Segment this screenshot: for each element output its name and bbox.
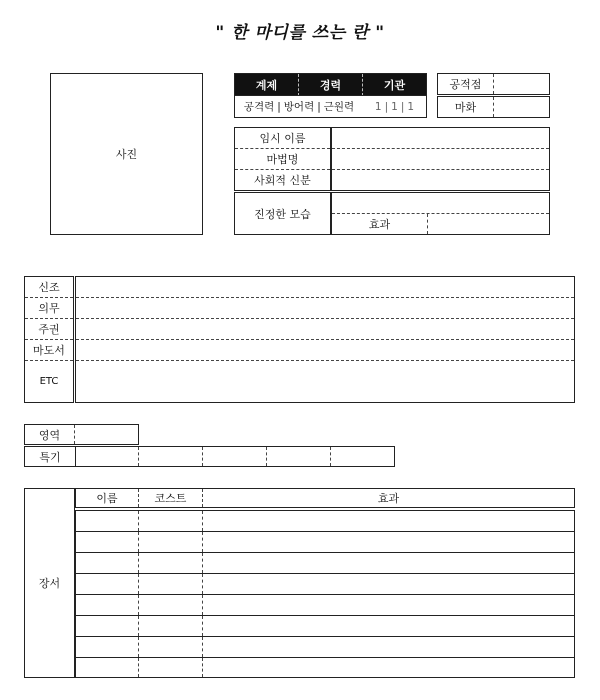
social-status-field[interactable] — [332, 170, 549, 190]
chapter-cost-field[interactable] — [139, 511, 203, 531]
chapter-effect-field[interactable] — [203, 616, 574, 636]
true-form-values-box — [331, 192, 550, 235]
chapter-cost-field[interactable] — [139, 553, 203, 573]
stat-defense-value: 1 — [391, 100, 398, 113]
etc-label: ETC — [39, 376, 59, 387]
true-form-effect-label: 효과 — [332, 214, 428, 234]
stat-source-value: 1 — [407, 100, 415, 113]
trait-field-1[interactable] — [76, 447, 139, 466]
chapter-name-field[interactable] — [76, 658, 139, 677]
trait-field-5[interactable] — [331, 447, 394, 466]
grimoire-label: 마도서 — [25, 340, 73, 361]
domain-label: 영역 — [25, 425, 75, 444]
social-status-label: 사회적 신분 — [254, 174, 311, 187]
table-row — [76, 511, 574, 532]
stats-box — [234, 73, 427, 118]
chapter-name-field[interactable] — [76, 511, 139, 531]
identity-values-box — [331, 127, 550, 191]
duty-field[interactable] — [76, 298, 574, 319]
table-row — [76, 616, 574, 637]
chapter-effect-field[interactable] — [203, 595, 574, 615]
photo-box[interactable] — [50, 73, 203, 235]
stats-labels: 공격력 | 방어력 | 근원력 — [243, 100, 355, 113]
chapter-cost-field[interactable] — [139, 658, 203, 677]
trait-field-2[interactable] — [139, 447, 203, 466]
chapter-effect-field[interactable] — [203, 574, 574, 594]
stats-header-career: 경력 — [299, 74, 363, 96]
chapter-name-field[interactable] — [76, 595, 139, 615]
chapters-label-box — [24, 488, 75, 678]
chapters-header — [75, 488, 575, 508]
chapter-effect-field[interactable] — [203, 511, 574, 531]
chapter-effect-field[interactable] — [203, 532, 574, 552]
chapters-table — [75, 510, 575, 678]
chapter-effect-field[interactable] — [203, 553, 574, 573]
sovereign-label: 주권 — [25, 319, 73, 340]
table-row — [76, 658, 574, 677]
etc-field[interactable] — [76, 361, 574, 402]
chapter-name-field[interactable] — [76, 532, 139, 552]
chapters-label: 장서 — [38, 577, 61, 590]
merit-value[interactable] — [494, 74, 549, 94]
stats-value-row — [235, 96, 426, 117]
chapter-cost-field[interactable] — [139, 595, 203, 615]
temp-name-label: 임시 이름 — [235, 128, 330, 149]
true-form-effect-row — [332, 214, 549, 234]
stats-header-organ: 기관 — [383, 79, 406, 92]
trait-label: 특기 — [25, 447, 76, 466]
magic-name-field[interactable] — [332, 149, 549, 170]
table-row — [76, 574, 574, 595]
chapter-name-field[interactable] — [76, 616, 139, 636]
true-form-label: 진정한 모습 — [254, 207, 311, 221]
chapter-name-field[interactable] — [76, 553, 139, 573]
trait-field-3[interactable] — [203, 447, 267, 466]
domain-box — [24, 424, 139, 445]
chapter-cost-field[interactable] — [139, 574, 203, 594]
trait-field-4[interactable] — [267, 447, 331, 466]
creed-label: 신조 — [25, 277, 73, 298]
chapters-col-effect: 효과 — [377, 492, 400, 505]
photo-label: 사진 — [115, 148, 138, 161]
table-row — [76, 532, 574, 553]
table-row — [76, 553, 574, 574]
domain-field[interactable] — [75, 425, 138, 444]
chapter-cost-field[interactable] — [139, 637, 203, 657]
stat-attack-value: 1 — [374, 100, 382, 113]
stat-source-label: 근원력 — [323, 101, 355, 113]
identity-labels-box — [234, 127, 331, 191]
table-row — [76, 595, 574, 616]
stats-values[interactable]: 1 | 1 | 1 — [374, 100, 415, 113]
chapters-col-cost: 코스트 — [139, 489, 203, 507]
chapter-cost-field[interactable] — [139, 532, 203, 552]
info-labels-box — [24, 276, 74, 403]
chapter-name-field[interactable] — [76, 637, 139, 657]
page-title: " 한 마디를 쓰는 란 " — [215, 23, 385, 43]
trait-box — [24, 446, 395, 467]
true-form-field[interactable] — [332, 193, 549, 214]
magic-box — [437, 96, 550, 118]
info-values-box — [75, 276, 575, 403]
magic-label: 마화 — [438, 97, 494, 117]
stat-defense-label: 방어력 — [283, 101, 315, 113]
grimoire-field[interactable] — [76, 340, 574, 361]
table-row — [76, 637, 574, 658]
stat-attack-label: 공격력 — [243, 101, 275, 113]
chapter-name-field[interactable] — [76, 574, 139, 594]
stats-header-row — [235, 74, 426, 96]
sovereign-field[interactable] — [76, 319, 574, 340]
chapters-col-name: 이름 — [76, 489, 139, 507]
chapter-cost-field[interactable] — [139, 616, 203, 636]
magic-value[interactable] — [494, 97, 549, 117]
magic-name-label: 마법명 — [235, 149, 330, 170]
true-form-effect-field[interactable] — [428, 214, 549, 234]
chapter-effect-field[interactable] — [203, 658, 574, 677]
temp-name-field[interactable] — [332, 128, 549, 149]
creed-field[interactable] — [76, 277, 574, 298]
duty-label: 의무 — [25, 298, 73, 319]
merit-label: 공적점 — [438, 74, 494, 94]
stats-header-rank: 계제 — [235, 74, 299, 96]
true-form-label-box — [234, 192, 331, 235]
chapter-effect-field[interactable] — [203, 637, 574, 657]
merit-box — [437, 73, 550, 95]
